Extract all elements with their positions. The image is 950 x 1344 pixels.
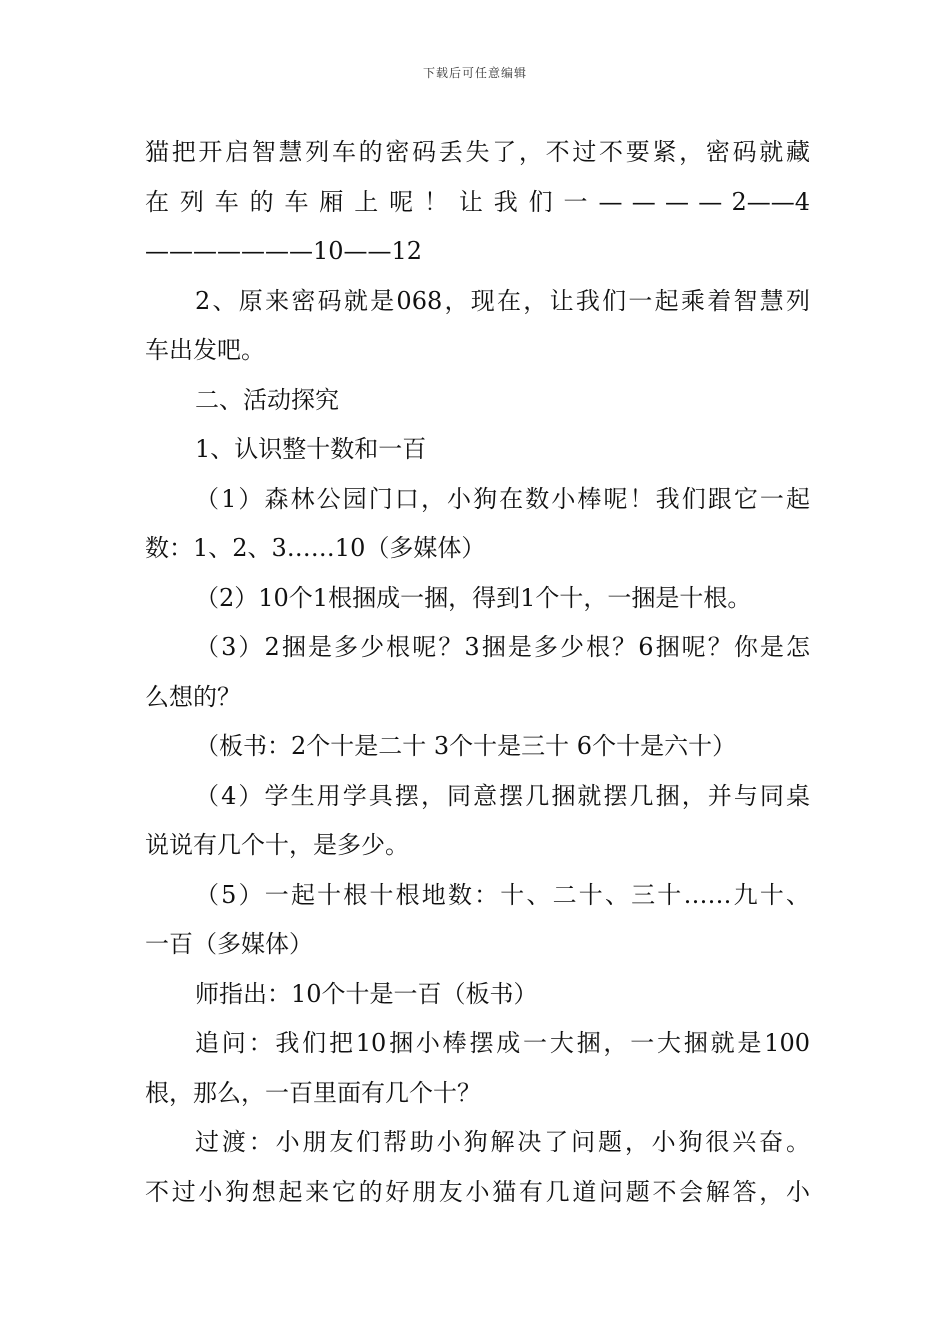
text-line: （3）2捆是多少根呢？3捆是多少根？6捆呢？你是怎 [195,633,810,661]
text-line: 根，那么，一百里面有几个十？ [145,1078,481,1107]
text-line: 一百（多媒体） [145,930,313,958]
text-line: （板书：2个十是二十 3个十是三十 6个十是六十） [195,732,737,760]
text-line: 在 列 车 的 车 厢 上 呢 ！ 让 我 们 一 — — — — 2——4 [145,187,810,216]
text-line: 数：1、2、3……10（多媒体） [145,534,486,562]
text-line: （2）10个1根捆成一捆，得到1个十，一捆是十根。 [195,583,752,612]
section-heading: 二、活动探究 [195,385,339,414]
text-line: （4）学生用学具摆，同意摆几捆就摆几捆，并与同桌 [195,781,810,810]
page-header-note: 下载后可任意编辑 [422,66,527,80]
text-line: （5）一起十根十根地数：十、二十、三十……九十、 [195,880,810,909]
text-line: 师指出：10个十是一百（板书） [195,979,538,1008]
text-line: 说说有几个十，是多少。 [145,831,409,859]
document-body [145,128,810,1217]
text-line: （1）森林公园门口，小狗在数小棒呢！我们跟它一起 [195,484,810,513]
text-line: ———————10——12 [145,237,423,265]
text-line: 过渡：小朋友们帮助小狗解决了问题，小狗很兴奋。 [195,1128,810,1156]
subsection-heading: 1、认识整十数和一百 [195,435,427,463]
text-line: 不过小狗想起来它的好朋友小猫有几道问题不会解答，小 [145,1177,810,1206]
text-line: 追问：我们把10捆小棒摆成一大捆，一大捆就是100 [195,1029,810,1057]
text-line: 么想的？ [145,682,241,711]
text-line: 2、原来密码就是068，现在，让我们一起乘着智慧列 [195,286,810,315]
text-line: 车出发吧。 [145,336,265,364]
text-line: 猫把开启智慧列车的密码丢失了，不过不要紧，密码就藏 [145,138,810,166]
